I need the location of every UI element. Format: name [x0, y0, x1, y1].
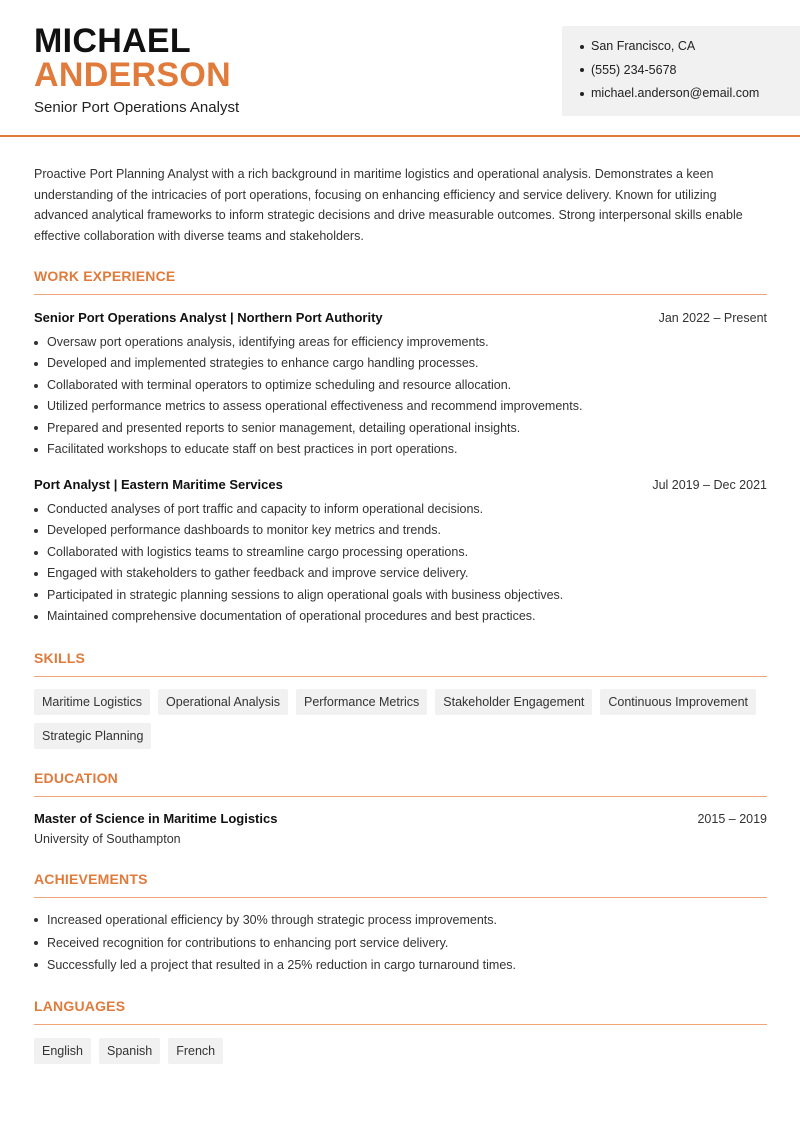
- section-title-education: EDUCATION: [34, 770, 118, 786]
- job-role: Senior Port Operations Analyst | Northern Port Authority: [34, 310, 383, 325]
- language-tag: Spanish: [99, 1038, 160, 1064]
- job-dates: Jan 2022 – Present: [658, 311, 767, 325]
- list-item: Engaged with stakeholders to gather feedback and improve service delivery.: [34, 563, 767, 584]
- section-title-languages: LANGUAGES: [34, 998, 126, 1014]
- bullet-icon: [34, 405, 38, 409]
- bullet-icon: [34, 426, 38, 430]
- contact-phone: (555) 234-5678: [580, 59, 800, 83]
- list-item: Collaborated with logistics teams to streamline cargo processing operations.: [34, 542, 767, 563]
- skill-tag: Maritime Logistics: [34, 689, 150, 715]
- list-item: Received recognition for contributions to enhancing port service delivery.: [34, 932, 767, 955]
- list-item: Participated in strategic planning sessions to align operational goals with business objectives.: [34, 585, 767, 606]
- list-item: Prepared and presented reports to senior management, detailing operational insights.: [34, 418, 767, 439]
- contact-location: San Francisco, CA: [580, 35, 800, 59]
- job-role: Port Analyst | Eastern Maritime Services: [34, 477, 283, 492]
- bullet-icon: [34, 572, 38, 576]
- list-item: Facilitated workshops to educate staff on best practices in port operations.: [34, 439, 767, 460]
- degree: Master of Science in Maritime Logistics: [34, 811, 278, 826]
- job-bullets: [34, 499, 767, 627]
- bullet-icon: [34, 963, 38, 967]
- professional-summary: Proactive Port Planning Analyst with a rich background in maritime logistics and operational analysis. Demonstrates a keen understanding of the intricacies of port operations, focusing on enhancing efficiency and service delivery. Known for utilizing advanced analytical frameworks to inform strategic decisions and drive measurable outcomes. Strong interpersonal skills enable effective collaboration with diverse teams and stakeholders.: [34, 167, 743, 243]
- bullet-icon: [34, 448, 38, 452]
- last-name: ANDERSON: [34, 56, 231, 94]
- bullet-icon: [34, 941, 38, 945]
- bullet-icon: [34, 551, 38, 555]
- list-item: Oversaw port operations analysis, identifying areas for efficiency improvements.: [34, 332, 767, 353]
- list-item: Increased operational efficiency by 30% through strategic process improvements.: [34, 909, 767, 932]
- contact-email: michael.anderson@email.com: [580, 82, 800, 106]
- bullet-icon: [580, 45, 584, 49]
- school-name: University of Southampton: [34, 832, 181, 846]
- skill-tag: Operational Analysis: [158, 689, 288, 715]
- first-name: MICHAEL: [34, 22, 191, 60]
- language-tag: French: [168, 1038, 223, 1064]
- bullet-icon: [580, 68, 584, 72]
- education-header: [34, 811, 767, 827]
- list-item: Collaborated with terminal operators to optimize scheduling and resource allocation.: [34, 375, 767, 396]
- bullet-icon: [34, 341, 38, 345]
- section-divider: [34, 796, 767, 797]
- section-divider: [34, 1024, 767, 1025]
- section-title-skills: SKILLS: [34, 650, 85, 666]
- skill-tag: Performance Metrics: [296, 689, 427, 715]
- bullet-icon: [34, 508, 38, 512]
- section-divider: [34, 897, 767, 898]
- list-item: Maintained comprehensive documentation of operational procedures and best practices.: [34, 606, 767, 627]
- job-title: Senior Port Operations Analyst: [34, 99, 240, 116]
- skills-list: [34, 689, 774, 749]
- list-item: Developed and implemented strategies to enhance cargo handling processes.: [34, 353, 767, 374]
- section-title-achievements: ACHIEVEMENTS: [34, 871, 148, 887]
- skill-tag: Continuous Improvement: [600, 689, 756, 715]
- bullet-icon: [34, 918, 38, 922]
- list-item: Developed performance dashboards to monitor key metrics and trends.: [34, 520, 767, 541]
- section-divider: [34, 294, 767, 295]
- bullet-icon: [34, 384, 38, 388]
- resume-header: [0, 0, 800, 137]
- contact-box: [562, 26, 800, 116]
- job-header: [34, 477, 767, 493]
- skill-tag: Strategic Planning: [34, 723, 151, 749]
- list-item: Conducted analyses of port traffic and capacity to inform operational decisions.: [34, 499, 767, 520]
- bullet-icon: [34, 593, 38, 597]
- bullet-icon: [34, 615, 38, 619]
- section-title-work: WORK EXPERIENCE: [34, 268, 176, 284]
- list-item: Successfully led a project that resulted in a 25% reduction in cargo turnaround times.: [34, 954, 767, 977]
- education-dates: 2015 – 2019: [697, 812, 767, 826]
- languages-list: [34, 1038, 774, 1064]
- section-divider: [34, 676, 767, 677]
- job-dates: Jul 2019 – Dec 2021: [652, 478, 767, 492]
- job-bullets: [34, 332, 767, 460]
- job-header: [34, 310, 767, 326]
- bullet-icon: [580, 92, 584, 96]
- bullet-icon: [34, 529, 38, 533]
- bullet-icon: [34, 362, 38, 366]
- skill-tag: Stakeholder Engagement: [435, 689, 592, 715]
- language-tag: English: [34, 1038, 91, 1064]
- achievements-list: [34, 909, 767, 977]
- list-item: Utilized performance metrics to assess operational effectiveness and recommend improvements.: [34, 396, 767, 417]
